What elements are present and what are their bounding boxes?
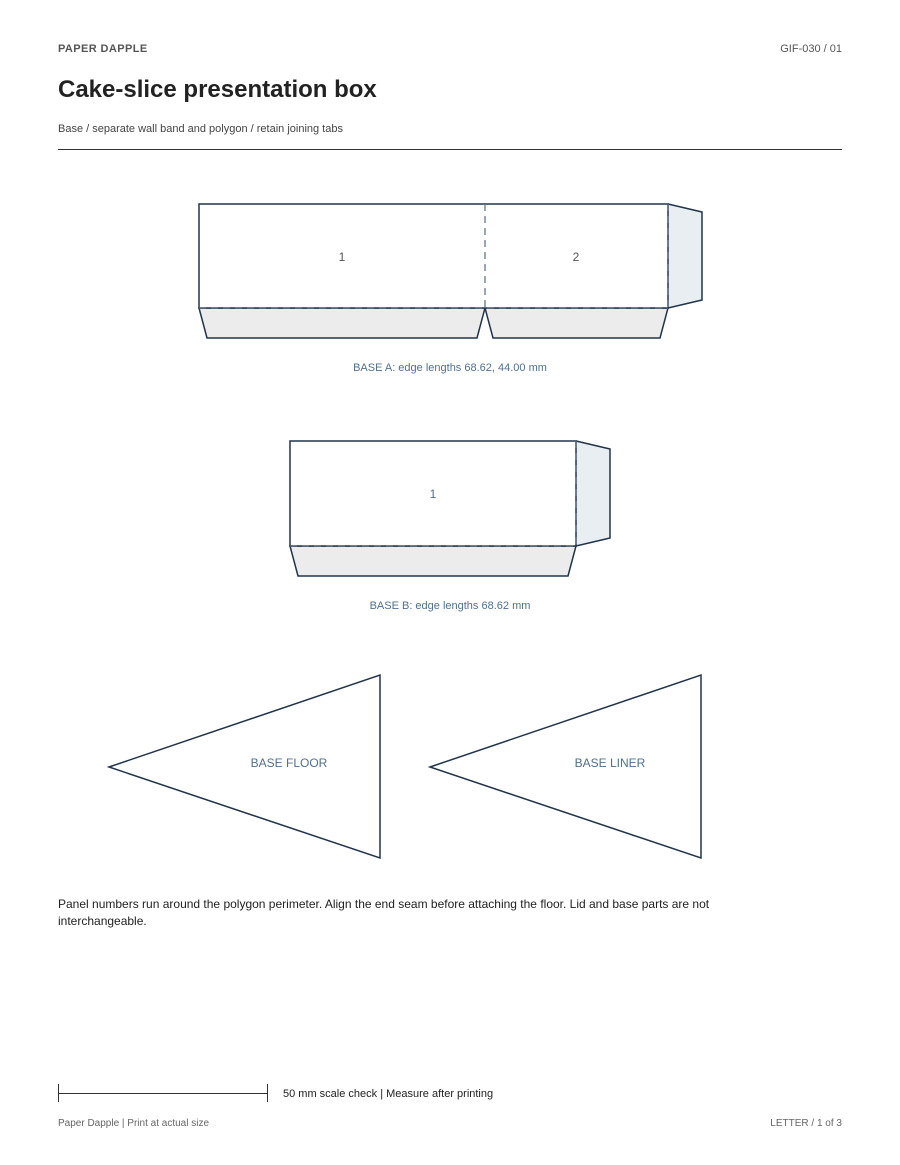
- base-a-caption: BASE A: edge lengths 68.62, 44.00 mm: [353, 362, 547, 374]
- base-a-bottom-tab-2: [485, 308, 668, 338]
- base-a-net: [199, 204, 702, 374]
- base-floor-piece: [109, 675, 380, 858]
- base-liner-label: BASE LINER: [574, 756, 646, 770]
- base-liner-outline: [430, 675, 701, 858]
- brand-name: PAPER DAPPLE: [58, 43, 148, 55]
- scale-bar: [58, 1084, 268, 1102]
- scale-bar-tick-start: [58, 1084, 59, 1102]
- base-b-bottom-tab: [290, 546, 576, 576]
- page-indicator: LETTER / 1 of 3: [770, 1118, 842, 1129]
- base-b-panel-1-label: 1: [429, 487, 437, 501]
- assembly-note: Panel numbers run around the polygon perimeter. Align the end seam before attaching the floor. Lid and base parts are not interchangeable.: [58, 897, 710, 928]
- base-a-wall-band: [199, 204, 668, 308]
- base-b-side-glue-tab: [576, 441, 610, 546]
- document-code: GIF-030 / 01: [780, 43, 842, 55]
- base-liner-piece: [430, 675, 701, 858]
- scale-bar-tick-end: [267, 1084, 268, 1102]
- scale-bar-line: [58, 1093, 268, 1094]
- base-a-panel-1-label: 1: [338, 250, 346, 264]
- base-b-net: [290, 441, 610, 612]
- base-a-side-glue-tab: [668, 204, 702, 308]
- base-floor-label: BASE FLOOR: [250, 756, 328, 770]
- page-subtitle: Base / separate wall band and polygon / retain joining tabs: [58, 123, 343, 135]
- footer-left: Paper Dapple | Print at actual size: [58, 1118, 210, 1129]
- base-a-panel-2-label: 2: [572, 250, 580, 264]
- base-b-caption: BASE B: edge lengths 68.62 mm: [369, 600, 531, 612]
- page-title: Cake-slice presentation box: [58, 76, 377, 103]
- base-floor-outline: [109, 675, 380, 858]
- base-a-bottom-tab-1: [199, 308, 485, 338]
- scale-check-label: 50 mm scale check | Measure after printing: [283, 1088, 494, 1100]
